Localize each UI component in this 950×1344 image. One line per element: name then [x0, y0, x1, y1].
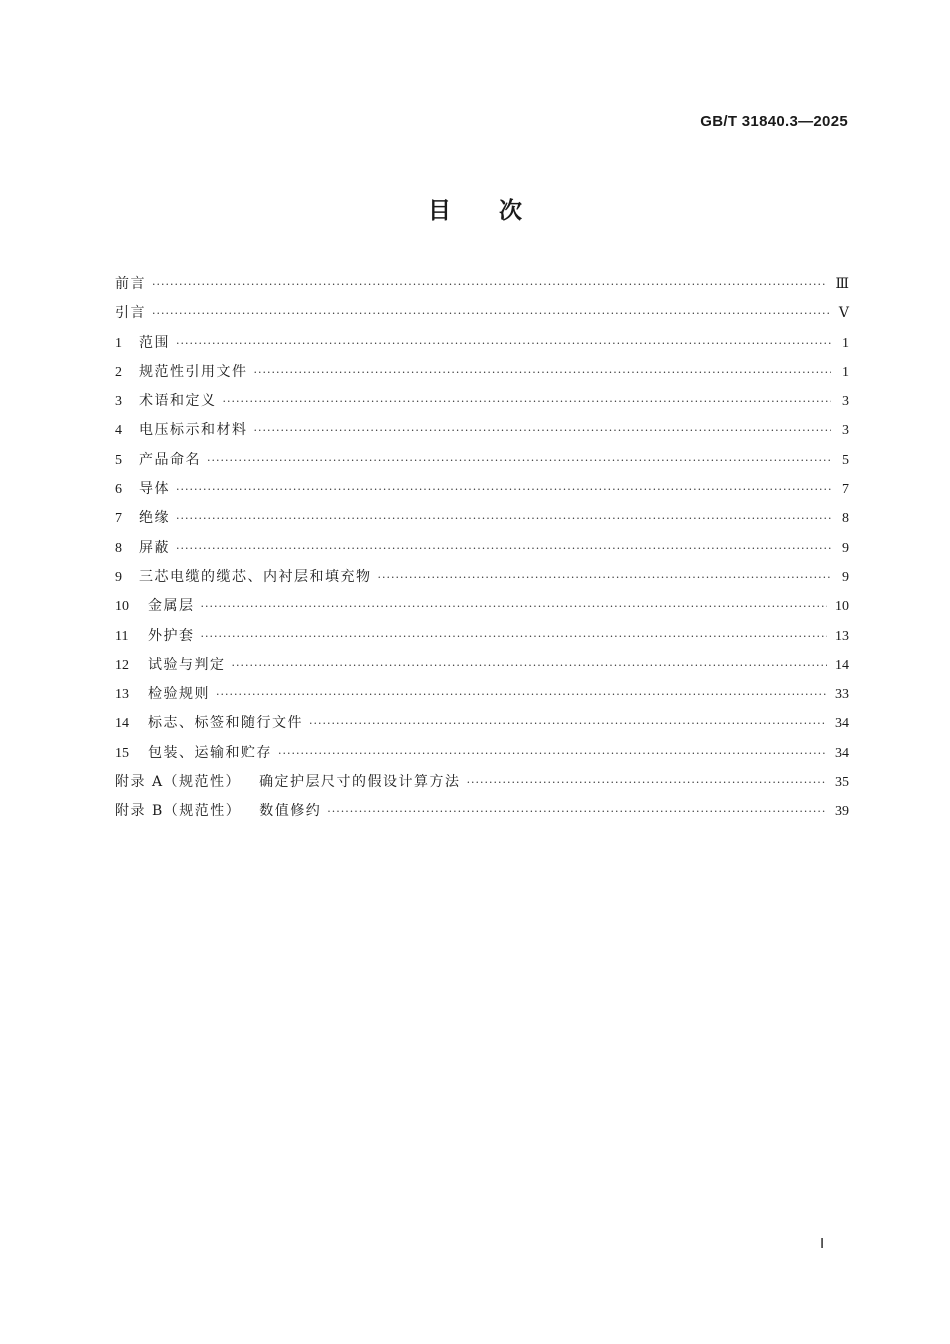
leader-dots [309, 709, 827, 738]
toc-entry-label: 外护套 [148, 627, 195, 644]
toc-entry-1[interactable] [115, 329, 849, 358]
table-of-contents [115, 270, 849, 827]
leader-dots [176, 504, 831, 533]
toc-entry-page: 34 [835, 745, 849, 761]
toc-appendix-number: 附录 A（规范性） [115, 774, 242, 791]
toc-entry-label: 屏蔽 [139, 539, 170, 556]
toc-entry-label: 检验规则 [148, 686, 210, 703]
page-title: 目次 [428, 198, 570, 224]
toc-entry-7[interactable] [115, 504, 849, 533]
leader-dots [201, 592, 828, 621]
toc-entry-page: 9 [842, 569, 849, 585]
toc-entry-page: 9 [842, 540, 849, 556]
toc-entry-number: 3 [115, 394, 122, 410]
toc-entry-page: 7 [842, 482, 849, 498]
toc-entry-page: 3 [842, 394, 849, 410]
toc-entry-label: 电压标示和材料 [139, 422, 248, 439]
toc-entry-label: 试验与判定 [148, 656, 226, 673]
leader-dots [467, 768, 827, 797]
toc-appendix-number: 附录 B（规范性） [115, 803, 242, 820]
leader-dots [378, 563, 832, 592]
toc-entry-label: 三芯电缆的缆芯、内衬层和填充物 [139, 568, 372, 585]
toc-entry-label: 金属层 [148, 598, 195, 615]
leader-dots [152, 299, 831, 328]
toc-entry-label: 确定护层尺寸的假设计算方法 [259, 774, 461, 791]
toc-entry-number: 12 [115, 657, 129, 673]
leader-dots [176, 534, 831, 563]
leader-dots [278, 739, 827, 768]
toc-entry-14[interactable] [115, 709, 849, 738]
leader-dots [223, 387, 832, 416]
toc-entry-label: 术语和定义 [139, 393, 217, 410]
toc-entry-page: 10 [835, 599, 849, 615]
toc-entry-9[interactable] [115, 563, 849, 592]
toc-entry-label: 规范性引用文件 [139, 363, 248, 380]
toc-entry-page: 35 [835, 775, 849, 791]
toc-entry-8[interactable] [115, 534, 849, 563]
standard-code: GB/T 31840.3—2025 [700, 113, 848, 130]
toc-entry-number: 1 [115, 335, 122, 351]
toc-entry-label: 包装、运输和贮存 [148, 744, 272, 761]
toc-entry-11[interactable] [115, 622, 849, 651]
page-number: Ⅰ [820, 1237, 825, 1252]
toc-entry-label: 引言 [115, 305, 146, 322]
toc-entry-label: 数值修约 [259, 803, 322, 820]
toc-entry-number: 10 [115, 599, 129, 615]
toc-entry-page: 5 [842, 452, 849, 468]
toc-entry-page: 1 [842, 335, 849, 351]
toc-entry-5[interactable] [115, 446, 849, 475]
leader-dots [327, 797, 827, 826]
toc-entry-number: 9 [115, 569, 122, 585]
toc-entry-15[interactable] [115, 739, 849, 768]
toc-entry-13[interactable] [115, 680, 849, 709]
toc-entry-number: 11 [115, 628, 129, 644]
toc-entry-label: 范围 [139, 334, 170, 351]
leader-dots [176, 475, 831, 504]
toc-entry-page: Ⅴ [838, 306, 849, 322]
toc-entry-introduction[interactable] [115, 299, 849, 328]
toc-entry-3[interactable] [115, 387, 849, 416]
toc-entry-page: 39 [835, 804, 849, 820]
toc-entry-appendix-a[interactable] [115, 768, 849, 797]
toc-entry-page: Ⅲ [835, 277, 849, 292]
leader-dots [254, 358, 832, 387]
toc-entry-number: 14 [115, 716, 129, 732]
toc-entry-label: 标志、标签和随行文件 [148, 715, 303, 732]
toc-entry-page: 13 [835, 628, 849, 644]
toc-entry-number: 5 [115, 452, 122, 468]
toc-entry-number: 4 [115, 423, 122, 439]
toc-entry-number: 7 [115, 511, 122, 527]
toc-entry-label: 绝缘 [139, 510, 170, 527]
toc-entry-number: 6 [115, 482, 122, 498]
leader-dots [207, 446, 831, 475]
toc-entry-number: 13 [115, 687, 129, 703]
toc-entry-4[interactable] [115, 416, 849, 445]
leader-dots [216, 680, 827, 709]
toc-entry-label: 产品命名 [139, 451, 201, 468]
toc-entry-12[interactable] [115, 651, 849, 680]
toc-entry-page: 33 [835, 687, 849, 703]
toc-entry-page: 14 [835, 657, 849, 673]
leader-dots [152, 270, 827, 299]
toc-entry-label: 导体 [139, 481, 170, 498]
toc-entry-number: 2 [115, 364, 122, 380]
toc-entry-page: 34 [835, 716, 849, 732]
toc-entry-number: 15 [115, 745, 129, 761]
leader-dots [176, 329, 831, 358]
toc-entry-label: 前言 [115, 276, 146, 292]
leader-dots [201, 622, 828, 651]
toc-entry-appendix-b[interactable] [115, 797, 849, 826]
toc-entry-page: 1 [842, 364, 849, 380]
toc-entry-preface[interactable] [115, 270, 849, 299]
toc-entry-number: 8 [115, 540, 122, 556]
leader-dots [232, 651, 828, 680]
toc-entry-2[interactable] [115, 358, 849, 387]
toc-entry-page: 3 [842, 423, 849, 439]
toc-entry-6[interactable] [115, 475, 849, 504]
leader-dots [254, 416, 832, 445]
toc-entry-page: 8 [842, 511, 849, 527]
toc-entry-10[interactable] [115, 592, 849, 621]
